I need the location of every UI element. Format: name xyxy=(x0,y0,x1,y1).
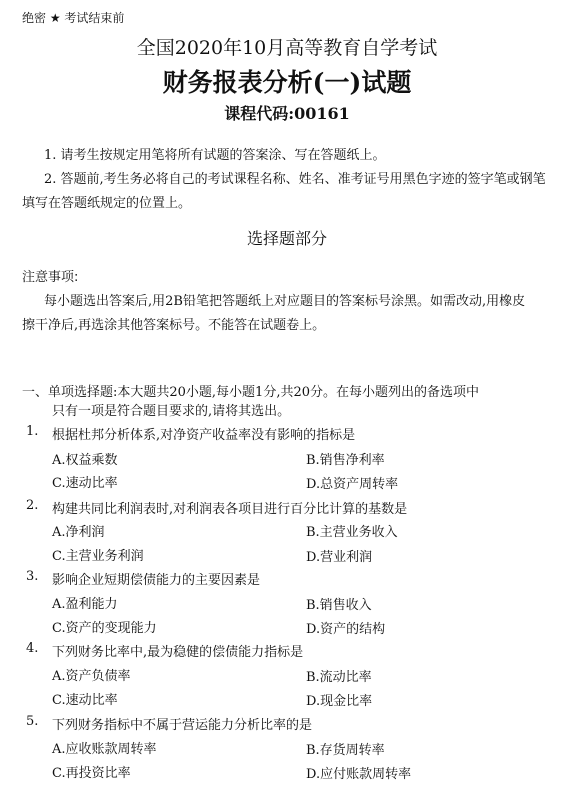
option-b: B.销售收入 xyxy=(306,598,372,613)
option-b: B.存货周转率 xyxy=(306,743,385,758)
section-title: 选择题部分 xyxy=(246,229,327,248)
question-number: 3. xyxy=(26,569,39,584)
option-d: D.营业利润 xyxy=(306,550,373,565)
course-code: 课程代码:00161 xyxy=(224,104,350,123)
question-number: 5. xyxy=(26,714,39,729)
option-c: C.主营业务利润 xyxy=(52,549,144,564)
option-b: B.流动比率 xyxy=(306,670,372,685)
question-stem: 影响企业短期偿债能力的主要因素是 xyxy=(52,573,261,588)
option-b: B.销售净利率 xyxy=(306,453,385,468)
part-one-heading-cont: 只有一项是符合题目要求的,请将其选出。 xyxy=(52,404,291,419)
option-a: A.盈利能力 xyxy=(52,597,118,612)
question-stem: 下列财务比率中,最为稳健的偿债能力指标是 xyxy=(52,645,304,660)
question-stem: 根据杜邦分析体系,对净资产收益率没有影响的指标是 xyxy=(52,428,356,443)
notice-line-1: 每小题选出答案后,用2B铅笔把答题纸上对应题目的答案标号涂黑。如需改动,用橡皮 xyxy=(44,294,526,309)
option-d: D.应付账款周转率 xyxy=(306,767,412,782)
option-a: A.资产负债率 xyxy=(52,669,131,684)
exam-name: 全国2020年10月高等教育自学考试 xyxy=(136,37,438,59)
question-number: 2. xyxy=(26,498,39,513)
question-number: 4. xyxy=(26,641,39,656)
confidential-label: 绝密 ★ 考试结束前 xyxy=(22,11,125,25)
option-c: C.再投资比率 xyxy=(52,766,131,781)
question-stem: 下列财务指标中不属于营运能力分析比率的是 xyxy=(52,718,313,733)
instruction-2-cont: 填写在答题纸规定的位置上。 xyxy=(22,196,192,211)
page-title: 财务报表分析(一)试题 xyxy=(162,68,412,97)
option-c: C.速动比率 xyxy=(52,693,118,708)
option-c: C.速动比率 xyxy=(52,476,118,491)
part-one-heading: 一、单项选择题:本大题共20小题,每小题1分,共20分。在每小题列出的备选项中 xyxy=(22,385,479,400)
option-b: B.主营业务收入 xyxy=(306,525,398,540)
instruction-2: 2. 答题前,考生务必将自己的考试课程名称、姓名、准考证号用黑色字迹的签字笔或钢笔 xyxy=(44,172,546,187)
option-a: A.权益乘数 xyxy=(52,453,118,468)
option-d: D.资产的结构 xyxy=(306,622,386,637)
option-d: D.总资产周转率 xyxy=(306,477,399,492)
notice-line-2: 擦干净后,再选涂其他答案标号。不能答在试题卷上。 xyxy=(22,318,326,333)
option-c: C.资产的变现能力 xyxy=(52,621,157,636)
instruction-1: 1. 请考生按规定用笔将所有试题的答案涂、写在答题纸上。 xyxy=(44,148,386,163)
option-a: A.净利润 xyxy=(52,525,105,540)
option-d: D.现金比率 xyxy=(306,694,373,709)
notice-heading: 注意事项: xyxy=(22,270,79,285)
option-a: A.应收账款周转率 xyxy=(52,742,157,757)
question-stem: 构建共同比利润表时,对利润表各项目进行百分比计算的基数是 xyxy=(52,502,408,517)
question-number: 1. xyxy=(26,424,39,439)
